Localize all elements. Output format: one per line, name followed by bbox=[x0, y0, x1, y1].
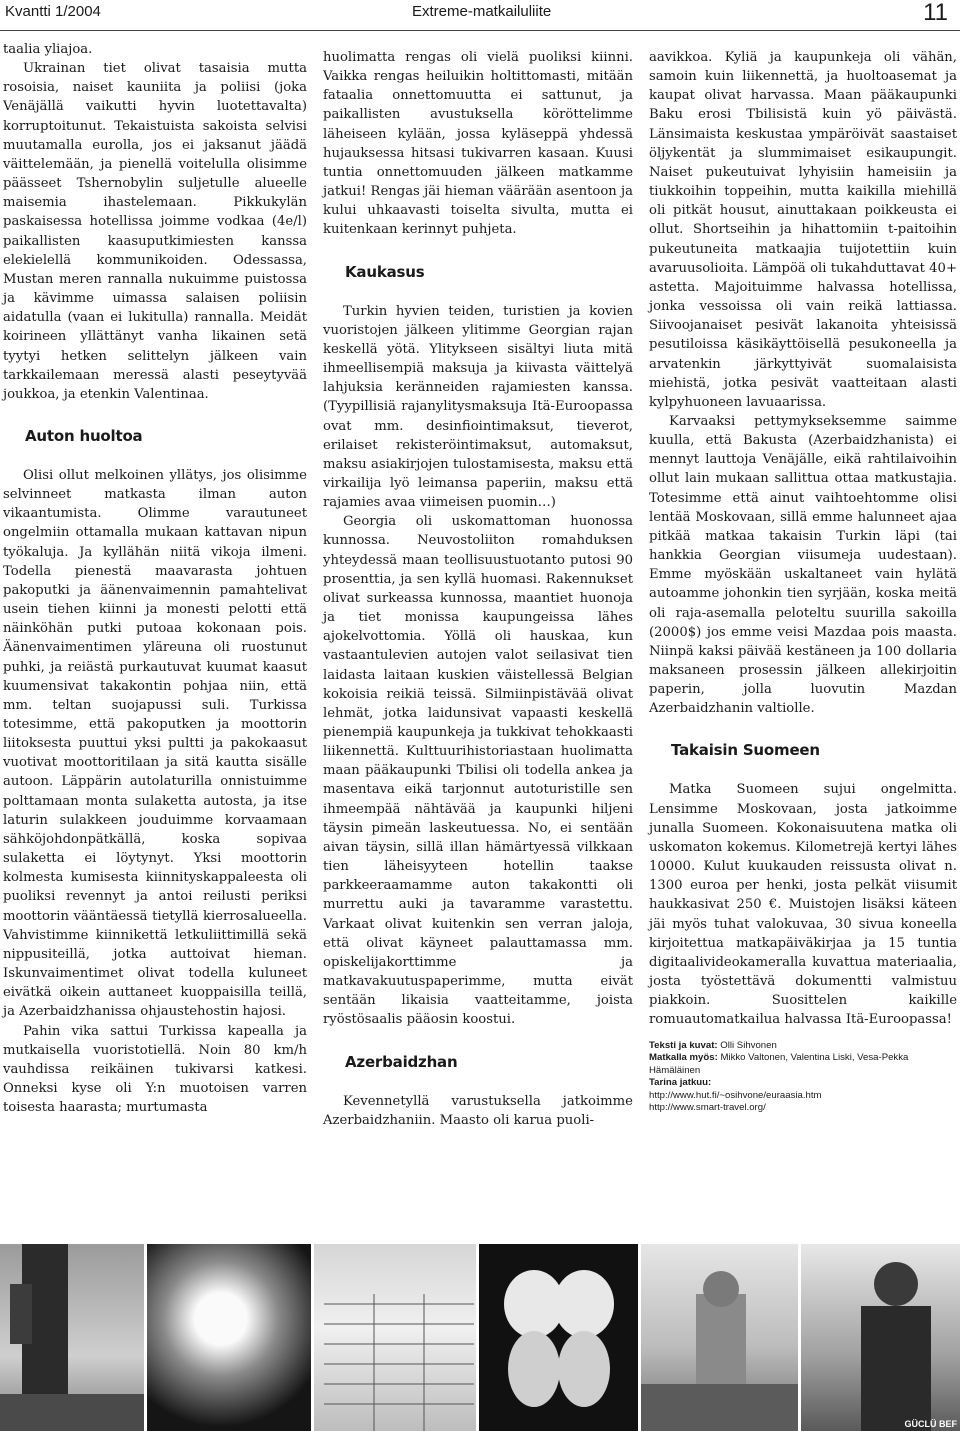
paragraph: Karvaaksi pettymykseksemme saimme kuulla, että Bakusta (Azerbaidzhanista) ei mennyt lauttoja Venäjälle, eikä rahtilaivoihin ollut lain mukaan sallittua ottaa matkustajia. Totesimme että ainut vaihtoehtomme olisi lentää Moskovaan, sillä emme halunneet ajaa pitkää matkaa takaisin Turkin läpi (tai hankkia Georgian viisumeja uudestaan). Emme myöskään uskaltaneet vain hylätä autoamme johonkin tien syrjään, koska meitä oli raja-asemalla peloteltu suurilla sakoilla (2000$) jos emme veisi Mazdaa pois maasta. Niinpä kaksi päivää kestäneen ja 100 dollaria maksaneen prosessin jälkeen allekirjoitin paperin, jolla luovutin Mazdan Azerbaidzhanin valtiolle. bbox=[649, 413, 957, 717]
credit-label: Tarina jatkuu: bbox=[649, 1077, 712, 1088]
subheading-azerbaidzhan: Azerbaidzhan bbox=[345, 1052, 458, 1071]
paragraph: taalia yliajoa. bbox=[3, 42, 93, 57]
paragraph: huolimatta rengas oli vielä puoliksi kiinni. Vaikka rengas heiluikin holtittomasti, mitään fataalia onnettomuutta ei sattunut, ja paikallisten avustuksella köröttelimme läheiseen kylään, jossa kyläseppä yhdessä hujauksessa hitsasi tukivarren kasaan. Kuusi tuntia onnettomuuden jälkeen matkamme jatkui! Rengas jäi hieman väärään asentoon ja kului uhkaavasti toiselta sivulta, mutta ei kuitenkaan kerinnyt puhjeta. bbox=[323, 50, 633, 238]
portrait-silhouette bbox=[801, 1244, 960, 1431]
subheading-kaukasus: Kaukasus bbox=[345, 262, 425, 281]
credit-label: Teksti ja kuvat: bbox=[649, 1039, 718, 1051]
church-silhouette bbox=[641, 1244, 798, 1431]
paragraph: aavikkoa. Kyliä ja kaupunkeja oli vähän, samoin kuin liikennettä, ja huoltoasemat ja kaupat olivat harvassa. Maan pääkaupunki Baku erosi Tbilisistä kuin yö päivästä. Länsimaista keskustaa ympäröivät saastaiset öljykentät ja slummimaiset esikaupungit. Naiset pukeutuivat lyhyisiin hameisiin ja tiukkoihin toppeihin, mutta kaikilla miehillä oli pitkät housut, ainuttakaan poikkeusta ei ollut. Shortseihin ja hihattomiin t-paitoihin pukeutuneita matkaajia tuijotettiin kuin avaruusolioita. Lämpöä oli tukahduttavat 40+ astetta. Majoituimme halvassa hotellissa, jonka vessoissa oli vain reikä lattiassa. Siivoojanaiset pesivät lakanoita yhteisissä pesutiloissa käsikäyttöisellä pesukoneella ja arvatenkin järkyttyivät suomalaisista miehistä, jotka pesivät vaatteitaan alasti kylpyhuoneen lavuaarissa. bbox=[649, 50, 957, 410]
photo-church bbox=[641, 1244, 798, 1431]
photo-fire-night bbox=[147, 1244, 311, 1431]
column-3 bbox=[649, 48, 957, 1115]
paragraph: Ukrainan tiet olivat tasaisia mutta rosoisia, naiset kauniita ja poliisi (joka Venäjällä vaikutti hyvin luotettavalta) korruptoitunut. Tekaistuista sakoista selvisi muutamalla eurolla, jos ei jaksanut jäädä väittelemään, ja pienellä voitelulla olisimme päässeet Tshernobylin suljetulle alueelle maisemia ihastelemaan. Pikkukylän paskaisessa hotellissa joimme vodkaa (4e/l) paikallisten kaasuputkimiesten kanssa elekielellä kommunikoiden. Odessassa, Mustan meren rannalla nukuimme puistossa ja kävimme uimassa salaisen poliisin aidatulla (vaan ei lukitulla) rannalla. Meidät koirineen yllättänyt vanha likainen setä tyytyi hetken selittelyn jälkeen vain tarkkailemaan meressä alasti peseytyvää joukkoa, ja etenkin Valentinaa. bbox=[3, 61, 307, 402]
paragraph: Matka Suomeen sujui ongelmitta. Lensimme Moskovaan, josta jatkoimme junalla Suomeen. Kokonaisuutena matka oli uskomaton kokemus. Kilometrejä kertyi lähes 10000. Kulut kuukauden reissusta olivat n. 1300 euroa per henki, josta pelkät viisumit haukkasivat 250 €. Muistojen lisäksi käteen jäi myös tuhat valokuvaa, 30 sivua koneella kirjoitettua matkapäiväkirjaa ja 15 tuntia digitaalivideokameralla kuvattua materiaalia, josta työstettävä dokumentti valmistuu piakkoin. Suosittelen kaikille romuautomatkailua halvassa Itä-Euroopassa! bbox=[649, 782, 957, 1028]
credit-label: Matkalla myös: bbox=[649, 1052, 718, 1063]
photo-monument bbox=[0, 1244, 144, 1431]
photo-figurines bbox=[479, 1244, 639, 1431]
photo-radiation-table bbox=[314, 1244, 475, 1431]
paragraph: Turkin hyvien teiden, turistien ja kovien vuoristojen jälkeen ylitimme Georgian rajan keskellä yötä. Ylitykseen sisältyi liuta mitä ihmeellisempiä maksuja ja kiivasta väittelyä lahjuksia keränneiden rajamiesten kanssa. (Tyypillisiä rajanylitysmaksuja Itä-Euroopassa ovat mm. desinfiointimaksut, tieverot, erilaiset rekisteröintimaksut, automaksut, maksu asiakirjojen tulostamisesta, maksu että virkailija lyö leimansa paperiin, maksu että rajamies avaa viimeisen puomin…) bbox=[323, 303, 633, 511]
credit-value: Mikko Valtonen, Valentina Liski, Vesa-Pekka Hämäläinen bbox=[649, 1052, 909, 1076]
credit-value: Olli Sihvonen bbox=[720, 1039, 777, 1051]
paragraph: Pahin vika sattui Turkissa kapealla ja mutkaisella vuoristotiellä. Noin 80 km/h vauhdissa reikäinen tukivarsi katkesi. Onneksi kyse oli Y:n muotoisen varren toisesta haarasta; murtumasta bbox=[3, 1023, 307, 1116]
credits-box bbox=[649, 1040, 957, 1115]
table-lines bbox=[314, 1244, 475, 1431]
link-url[interactable]: http://www.smart-travel.org/ bbox=[649, 1102, 766, 1113]
figurines-shapes bbox=[479, 1244, 639, 1431]
magazine-issue: Kvantti 1/2004 bbox=[5, 3, 101, 20]
paragraph: Kevennetyllä varustuksella jatkoimme Azerbaidzhaniin. Maasto oli karua puoli- bbox=[323, 1093, 633, 1128]
link-url[interactable]: http://www.hut.fi/~osihvone/euraasia.htm bbox=[649, 1089, 822, 1101]
subheading-takaisin-suomeen: Takaisin Suomeen bbox=[671, 741, 820, 760]
page-header bbox=[0, 0, 960, 31]
photo-man-portrait bbox=[801, 1244, 960, 1431]
column-2 bbox=[323, 48, 633, 1130]
column-1 bbox=[3, 40, 307, 1117]
photo-strip bbox=[0, 1244, 960, 1431]
paragraph: Olisi ollut melkoinen yllätys, jos olisimme selvinneet matkasta ilman auton vikaantumista. Olimme varautuneet ongelmiin ottamalla mukaan kattavan nipun työkaluja. Ja kyllähän niitä vikoja ilmeni. Todella pienestä maavarasta johtuen pakoputki ja äänenvaimennin pamahtelivat usein tiehen kiinni ja monesti pelotti että näinköhän putki putoaa kokonaan pois. Äänenvaimentimen yläreuna oli ruostunut puhki, ja reiästä purkautuvat kuumat kaasut kuumensivat takakontin pohjaa niin, että mm. teltan suojapussi suli. Turkissa totesimme, että pakoputken ja moottorin liitoksesta puuttui yksi pultti ja pakokaasut vuotivat moottoritilaan ja sitä kautta sisälle autoon. Läppärin autolaturilla onnistuimme polttamaan monta sulaketta autosta, ja itse laturin sulakkeen jouduimme korvaamaan sähköjohdonpätkällä, koska sopivaa sulaketta ei löytynyt. Yksi moottorin kolmesta kumisesta kiinnityskappaleesta oli puoliksi revennyt ja antoi reilusti periksi moottorin vääntäessä tietyllä kierrosalueella. Vahvistimme kiinnikettä letkuliittimillä sekä nippusiteillä, jotka auttoivat hieman. Iskunvaimentimet olivat todella kuluneet eivätkä oikein auttaneet kuoppaisilla teillä, ja Azerbaidzhanissa ohjaustehostin hajosi. bbox=[3, 467, 307, 1020]
page-number: 11 bbox=[923, 0, 948, 26]
monument-silhouette bbox=[0, 1244, 144, 1431]
section-title: Extreme-matkailuliite bbox=[412, 3, 552, 20]
paragraph: Georgia oli uskomattoman huonossa kunnossa. Neuvostoliiton romahduksen yhteydessä maan teollisuustuotanto putosi 90 prosenttia, ja sen kyllä huomasi. Rakennukset olivat surkeassa kunnossa, maantiet huonoja ja tiet monissa kaupungeissa lähes ajokelvottomia. Yöllä oli hauskaa, kun vastaantulevien autojen valot seilasivat tien laidasta laitaan kuskien väistellessä Belgian kokoisia reikiä teissä. Silmiinpistävää olivat lehmät, jotka laidunsivat vapaasti keskellä pienempiä kaupunkeja ja tukkivat tehokkaasti liikennettä. Kulttuurihistoriastaan huolimatta maan pääkaupunki Tbilisi oli todella ankea ja masentava eikä tarjonnut autoturistille sen ihmeempää nähtävää ja kaupunki hiljeni täysin pimeän laskeutuessa. No, ei sentään aivan täysin, sillä illan hämärtyessä vilkkaan tien läheisyyteen hotellin taakse parkkeeraamamme auton takakontti oli murrettu auki ja tavaramme varastettu. Varkaat olivat kuitenkin sen verran jaloja, että olivat käyneet palauttamassa mm. opiskelijakorttimme ja matkavakuutuspaperimme, mutta eivät sentään likaisia vaatteitamme, joista ryöstösaalis pääosin koostui. bbox=[323, 514, 633, 1028]
photo-stamp: GÜCLÜ BEF bbox=[904, 1419, 958, 1429]
subheading-auton-huoltoa: Auton huoltoa bbox=[25, 426, 143, 445]
